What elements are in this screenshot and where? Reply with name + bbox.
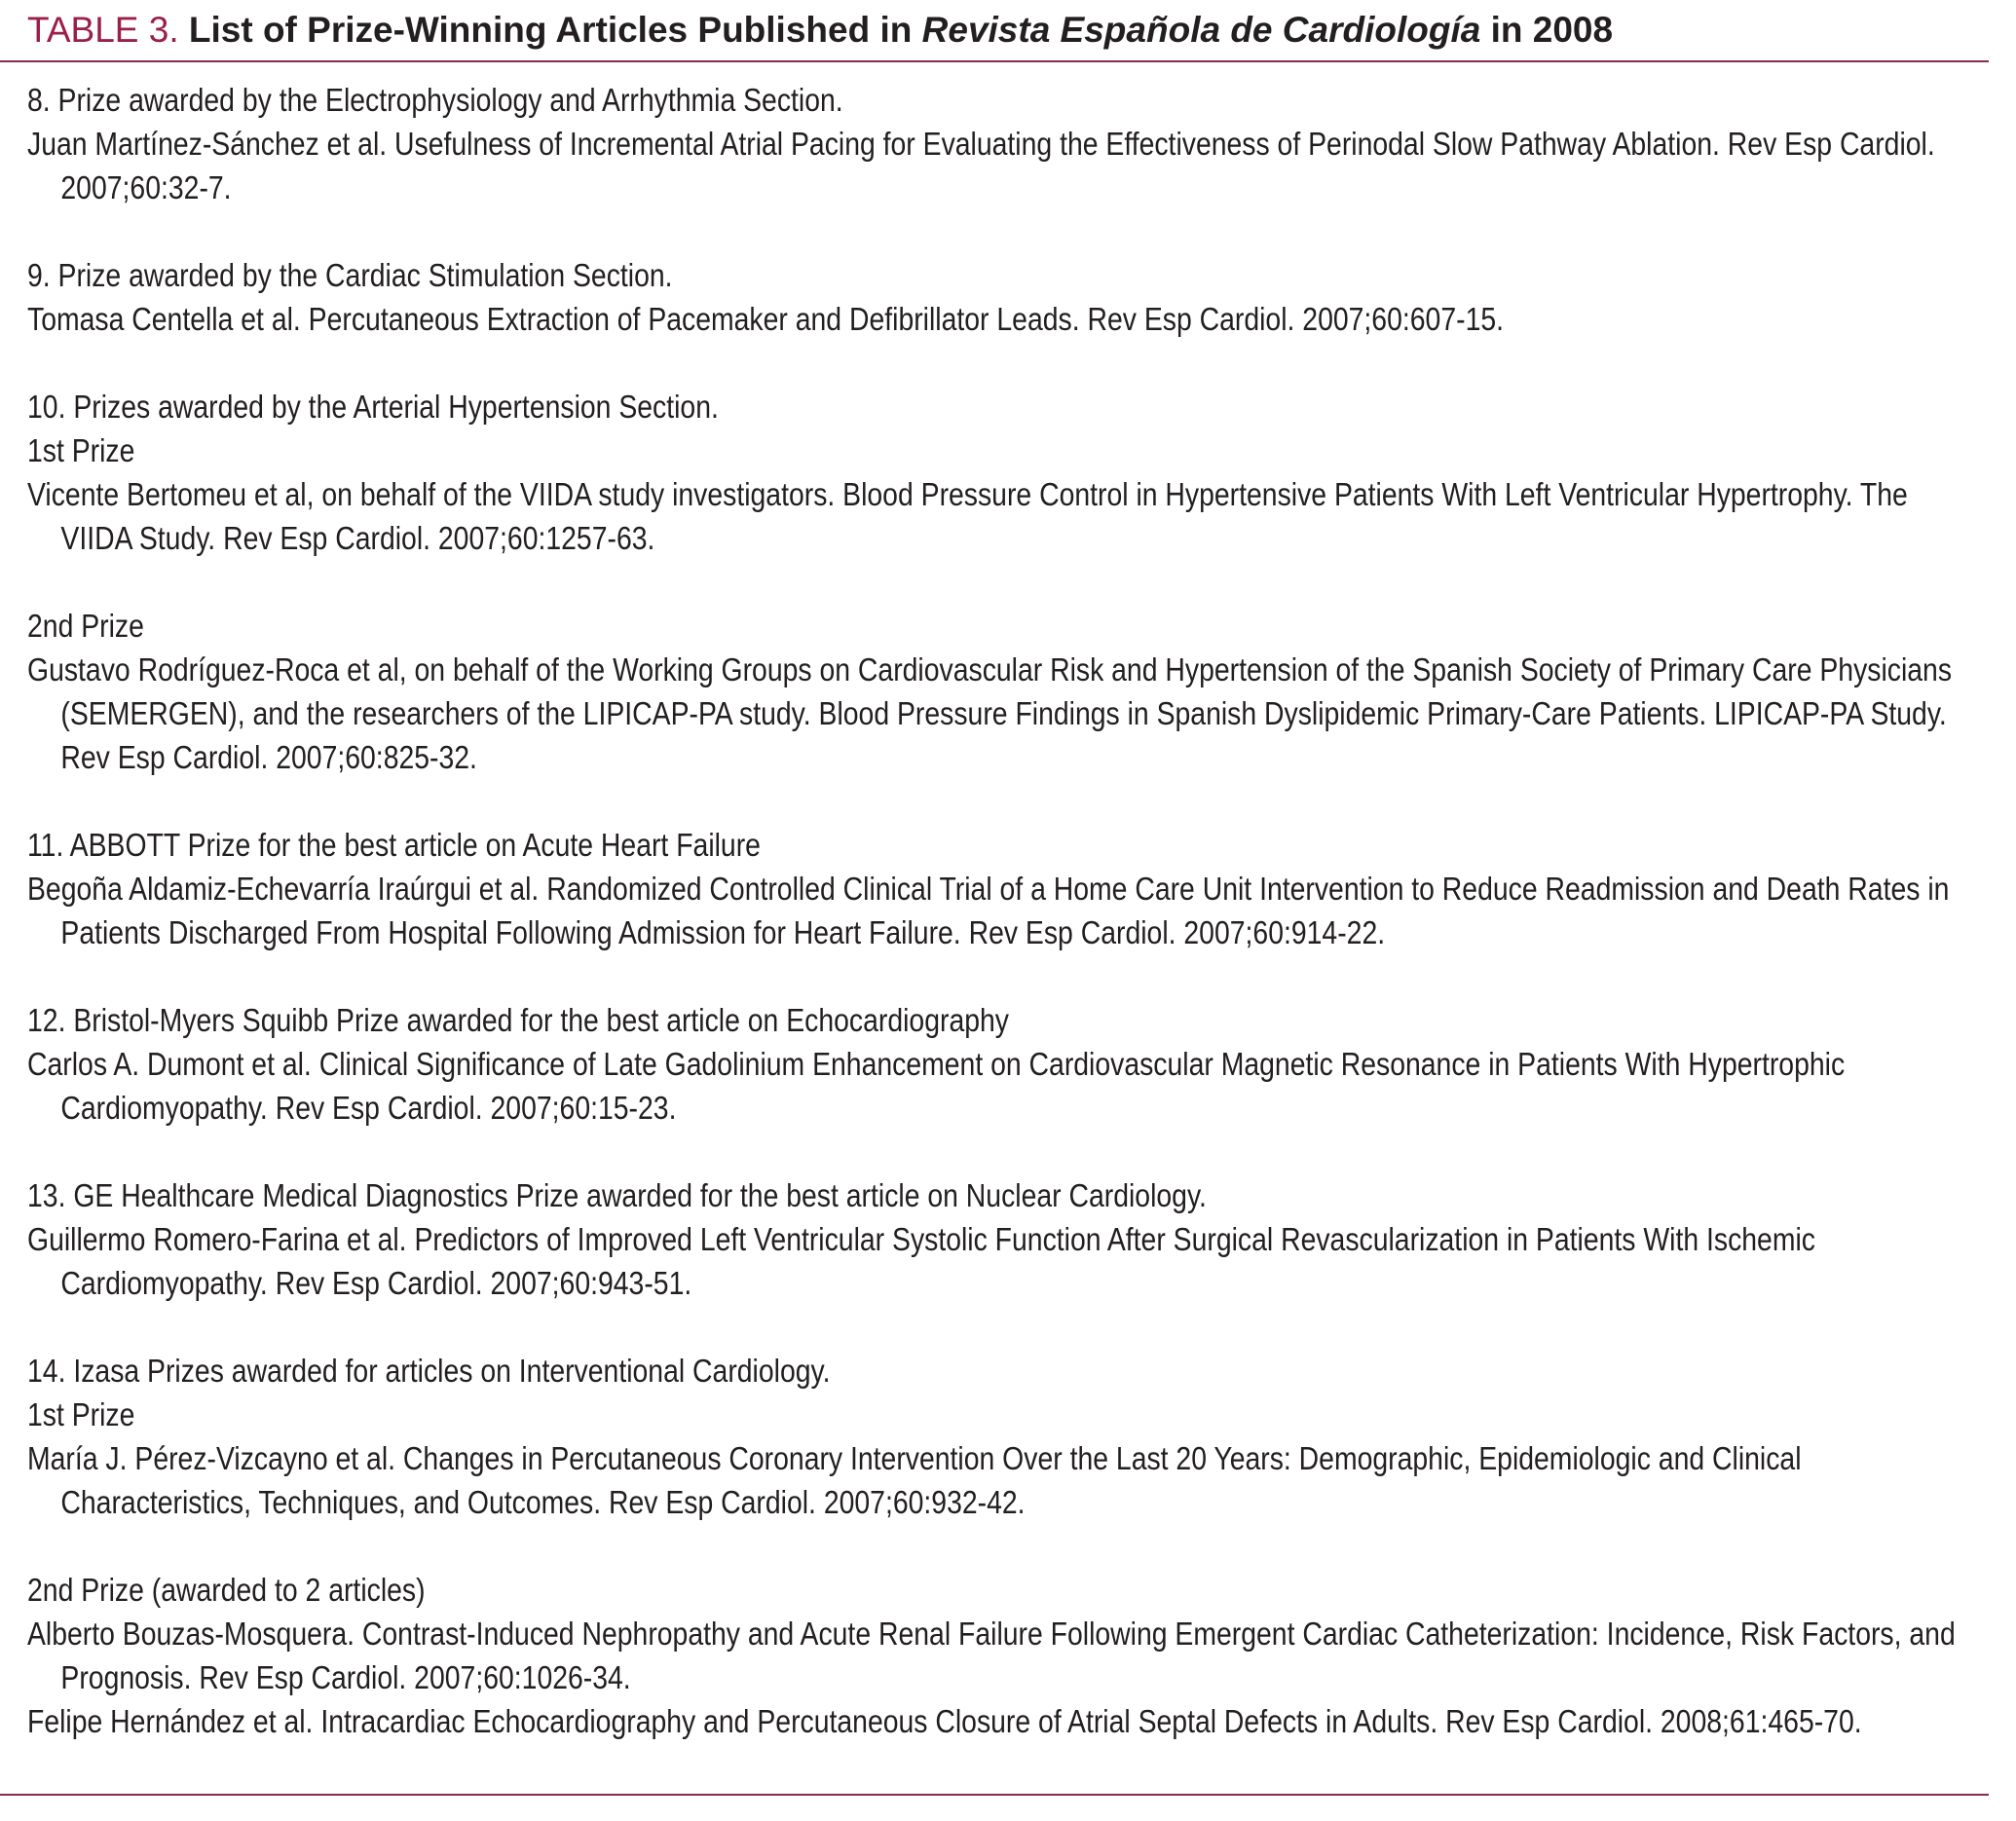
table-body — [27, 78, 1956, 1787]
table-title — [27, 6, 1985, 55]
table-label: TABLE 3. — [27, 10, 179, 50]
prize-section — [27, 604, 1979, 779]
bottom-rule — [0, 1794, 1989, 1796]
section-heading: 8. Prize awarded by the Electrophysiology and Arrhythmia Section. — [27, 82, 843, 118]
section-heading: 14. Izasa Prizes awarded for articles on Interventional Cardiology. — [27, 1353, 831, 1389]
prize-subheading: 2nd Prize — [27, 608, 144, 644]
title-journal: Revista Española de Cardiología — [921, 10, 1481, 50]
section-heading: 9. Prize awarded by the Cardiac Stimulation Section. — [27, 257, 673, 293]
article-entry: Felipe Hernández et al. Intracardiac Echocardiography and Percutaneous Closure of Atrial Septal Defects in Adults. Rev Esp Cardiol. 2008;61:465-70. — [27, 1703, 1862, 1739]
article-entry: Carlos A. Dumont et al. Clinical Significance of Late Gadolinium Enhancement on Cardiovascular Magnetic Resonance in Patients With Hypertrophic Cardiomyopathy. Rev Esp Cardiol. 2007;60:15-23. — [27, 1046, 1846, 1126]
section-heading: 11. ABBOTT Prize for the best article on Acute Heart Failure — [27, 827, 761, 863]
prize-section — [27, 1568, 1979, 1743]
prize-section — [27, 385, 1979, 560]
article-entry: Alberto Bouzas-Mosquera. Contrast-Induced Nephropathy and Acute Renal Failure Following Emergent Cardiac Catheterization: Incidence, Risk Factors, and Prognosis. Rev Esp Cardiol. 2007;60:1026-34. — [27, 1616, 1956, 1695]
article-entry: María J. Pérez-Vizcayno et al. Changes in Percutaneous Coronary Intervention Over the Last 20 Years: Demographic, Epidemiologic and Clinical Characteristics, Techniques, and Outcomes. Rev Esp Cardiol. 2007;60:932-42. — [27, 1440, 1802, 1520]
prize-subheading: 1st Prize — [27, 1396, 135, 1432]
article-entry: Vicente Bertomeu et al, on behalf of the VIIDA study investigators. Blood Pressure Control in Hypertensive Patients With Left Ventricular Hypertrophy. The VIIDA Study. Rev Esp Cardiol. 2007;60:1257-63. — [27, 476, 1908, 556]
article-entry: Guillermo Romero-Farina et al. Predictors of Improved Left Ventricular Systolic Function After Surgical Revascularization in Patients With Ischemic Cardiomyopathy. Rev Esp Cardiol. 2007;60:943-51. — [27, 1221, 1815, 1301]
prize-section — [27, 1173, 1979, 1305]
table-title-text — [189, 10, 1613, 50]
prize-section — [27, 78, 1979, 209]
prize-section — [27, 823, 1979, 954]
title-part-2: in 2008 — [1480, 10, 1614, 50]
prize-section — [27, 253, 1979, 341]
prize-subheading: 1st Prize — [27, 432, 135, 468]
title-part-1: List of Prize-Winning Articles Published in — [188, 10, 922, 50]
section-heading: 10. Prizes awarded by the Arterial Hypertension Section. — [27, 389, 719, 425]
article-entry: Begoña Aldamiz-Echevarría Iraúrgui et al. Randomized Controlled Clinical Trial of a Home Care Unit Intervention to Reduce Readmission and Death Rates in Patients Discharged From Hospital Following Admission for Heart Failure. Rev Esp Cardiol. 2007;60:914-22. — [27, 871, 1950, 950]
prize-section — [27, 1349, 1979, 1524]
article-entry: Gustavo Rodríguez-Roca et al, on behalf of the Working Groups on Cardiovascular Risk and Hypertension of the Spanish Society of Primary Care Physicians (SEMERGEN), and the researchers of the LIPICAP-PA study. Blood Pressure Findings in Spanish Dyslipidemic Primary-Care Patients. LIPICAP-PA Study. Rev Esp Cardiol. 2007;60:825-32. — [27, 651, 1953, 775]
section-heading: 13. GE Healthcare Medical Diagnostics Prize awarded for the best article on Nuclear Cardiology. — [27, 1177, 1207, 1213]
article-entry: Juan Martínez-Sánchez et al. Usefulness of Incremental Atrial Pacing for Evaluating the Effectiveness of Perinodal Slow Pathway Ablation. Rev Esp Cardiol. 2007;60:32-7. — [27, 126, 1935, 205]
article-entry: Tomasa Centella et al. Percutaneous Extraction of Pacemaker and Defibrillator Leads. Rev Esp Cardiol. 2007;60:607-15. — [27, 301, 1505, 337]
section-heading: 12. Bristol-Myers Squibb Prize awarded for the best article on Echocardiography — [27, 1002, 1010, 1038]
top-rule — [0, 60, 1989, 62]
prize-subheading: 2nd Prize (awarded to 2 articles) — [27, 1572, 426, 1608]
prize-section — [27, 998, 1979, 1130]
